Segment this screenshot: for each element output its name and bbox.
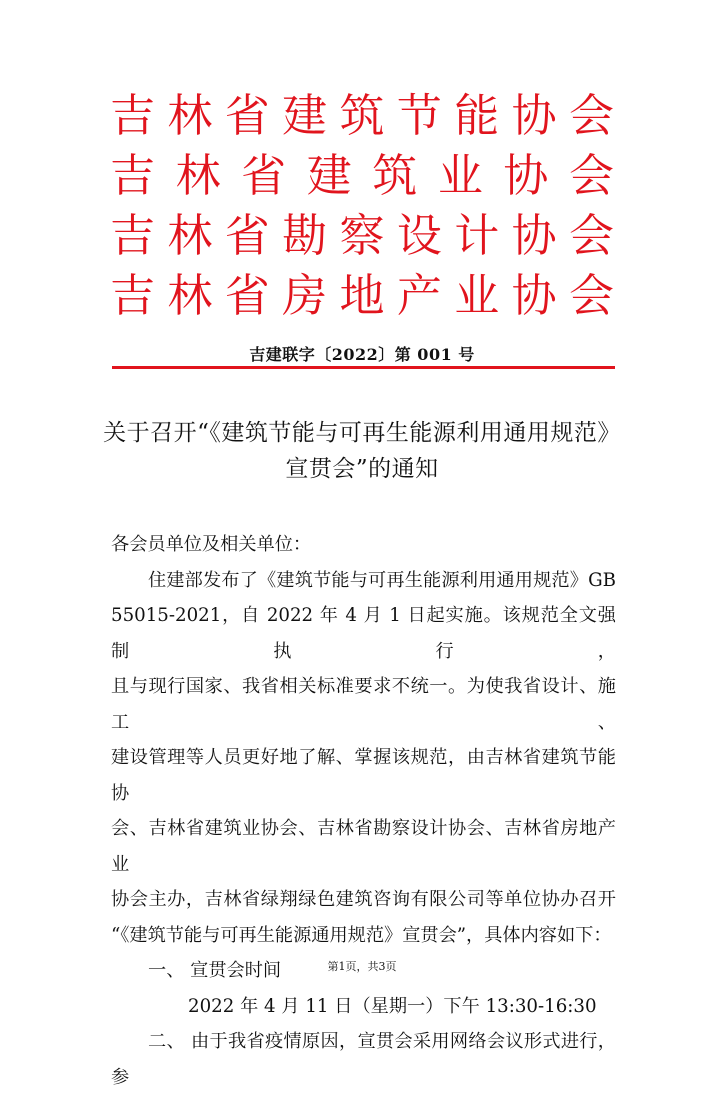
document-number: 吉建联字〔2022〕第 001 号 [249,345,475,364]
notice-title [0,415,724,487]
salutation: 各会员单位及相关单位： [111,534,312,555]
body-line: 且与现行国家、我省相关标准要求不统一。为使我省设计、施工、 [111,676,616,733]
section-heading: 一、 宣贯会时间 [148,960,282,981]
organization-name: 吉林省勘察设计协会 [110,209,615,262]
notice-title-line: 宣贯会”的通知 [285,456,439,482]
organization-name: 吉林省建筑业协会 [110,149,615,202]
organization-name: 吉林省建筑节能协会 [110,89,615,142]
section-text: 二、 由于我省疫情原因，宣贯会采用网络会议形式进行，参 [111,1031,616,1088]
red-divider-line [112,366,615,369]
body-line: 会、吉林省建筑业协会、吉林省勘察设计协会、吉林省房地产业 [111,818,616,875]
issuing-organizations-header [110,86,615,326]
body-line: 55015-2021，自 2022 年 4 月 1 日起实施。该规范全文强制执行， [111,605,616,662]
page-footer: 第1页，共3页 [327,960,397,973]
organization-name: 吉林省房地产业协会 [110,269,615,322]
meeting-time: 2022 年 4 月 11 日（星期一）下午 13:30-16:30 [188,995,597,1017]
body-line: 住建部发布了《建筑节能与可再生能源利用通用规范》GB [148,569,616,591]
notice-body [111,527,616,1095]
body-line: 协会主办，吉林省绿翔绿色建筑咨询有限公司等单位协办召开 [111,889,616,910]
body-line: 建设管理等人员更好地了解、掌握该规范，由吉林省建筑节能协 [111,747,616,804]
notice-title-line: 关于召开“《建筑节能与可再生能源利用通用规范》 [103,420,621,446]
body-line: “《建筑节能与可再生能源通用规范》宣贯会”，具体内容如下： [111,924,612,946]
